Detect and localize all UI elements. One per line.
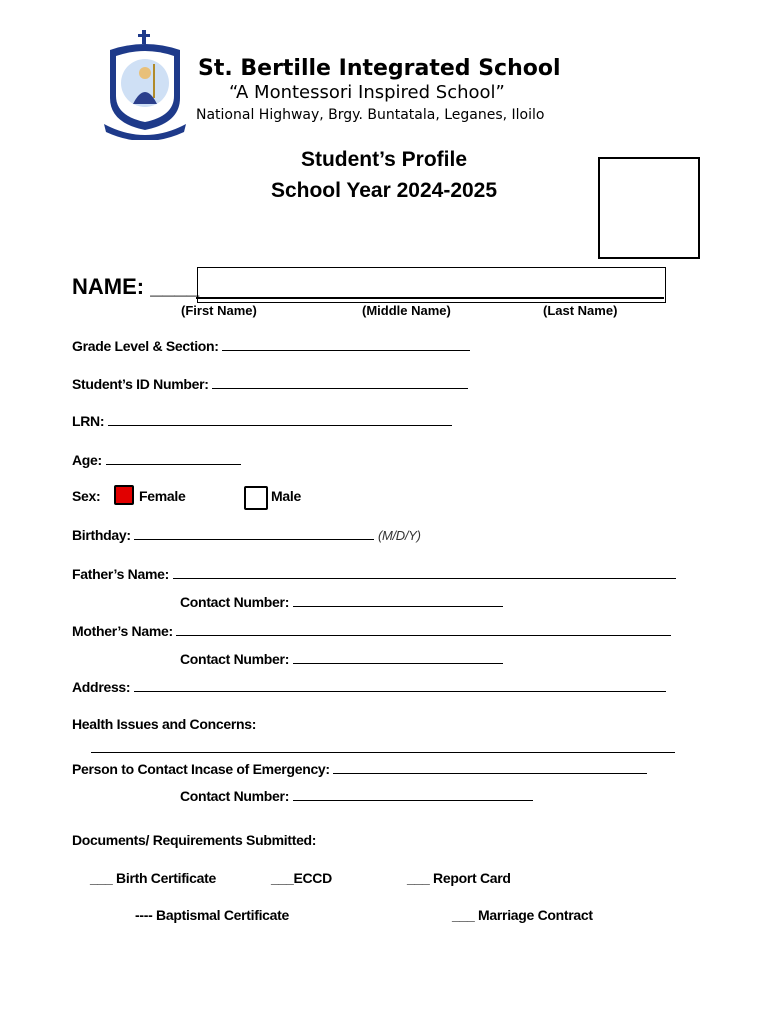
birthday-row <box>72 526 421 543</box>
grade-field[interactable] <box>222 337 470 351</box>
father-row <box>72 565 676 582</box>
name-field[interactable] <box>197 267 666 303</box>
mother-field[interactable] <box>176 622 671 636</box>
first-name-caption: (First Name) <box>181 303 257 318</box>
lrn-field[interactable] <box>108 412 452 426</box>
student-id-row <box>72 375 468 392</box>
lrn-label: LRN: <box>72 413 105 429</box>
emergency-contact-field[interactable] <box>293 787 533 801</box>
birthday-field[interactable] <box>134 526 374 540</box>
age-field[interactable] <box>106 451 241 465</box>
mother-contact-field[interactable] <box>293 650 503 664</box>
school-year: School Year 2024-2025 <box>270 179 498 202</box>
doc-marriage-contract[interactable]: ___ Marriage Contract <box>452 907 593 923</box>
school-name: St. Bertille Integrated School <box>198 56 561 81</box>
health-field[interactable] <box>91 739 675 753</box>
mother-contact-row <box>180 650 503 667</box>
doc-birth-certificate[interactable]: ___ Birth Certificate <box>90 870 216 886</box>
male-label: Male <box>271 488 301 504</box>
emergency-row <box>72 760 647 777</box>
male-checkbox[interactable] <box>244 486 268 510</box>
sex-label: Sex: <box>72 488 101 504</box>
lrn-row <box>72 412 452 429</box>
doc-eccd[interactable]: ___ECCD <box>271 870 332 886</box>
school-motto: “A Montessori Inspired School” <box>229 82 505 103</box>
name-label: NAME: ____ <box>72 274 200 299</box>
birthday-label: Birthday: <box>72 527 131 543</box>
doc-report-card[interactable]: ___ Report Card <box>407 870 511 886</box>
documents-heading: Documents/ Requirements Submitted: <box>72 832 317 848</box>
emergency-contact-row <box>180 787 533 804</box>
father-label: Father’s Name: <box>72 566 169 582</box>
father-contact-label: Contact Number: <box>180 594 290 610</box>
father-contact-field[interactable] <box>293 593 503 607</box>
school-logo <box>100 28 190 140</box>
age-row <box>72 451 241 468</box>
mother-contact-label: Contact Number: <box>180 651 290 667</box>
father-contact-row <box>180 593 503 610</box>
grade-row <box>72 337 470 354</box>
mother-row <box>72 622 671 639</box>
photo-box[interactable] <box>598 157 700 259</box>
doc-baptismal-certificate[interactable]: ---- Baptismal Certificate <box>135 907 290 923</box>
emergency-label: Person to Contact Incase of Emergency: <box>72 761 330 777</box>
address-label: Address: <box>72 679 131 695</box>
mother-label: Mother’s Name: <box>72 623 173 639</box>
emergency-field[interactable] <box>333 760 647 774</box>
address-row <box>72 678 666 695</box>
health-label: Health Issues and Concerns: <box>72 716 257 732</box>
student-id-label: Student’s ID Number: <box>72 376 209 392</box>
father-field[interactable] <box>173 565 676 579</box>
address-field[interactable] <box>134 678 666 692</box>
middle-name-caption: (Middle Name) <box>362 303 451 318</box>
form-title: Student’s Profile <box>300 148 468 171</box>
student-id-field[interactable] <box>212 375 468 389</box>
school-address: National Highway, Brgy. Buntatala, Leganes, Iloilo <box>196 107 545 123</box>
birthday-hint: (M/D/Y) <box>377 528 421 543</box>
last-name-caption: (Last Name) <box>543 303 618 318</box>
age-label: Age: <box>72 452 102 468</box>
grade-label: Grade Level & Section: <box>72 338 219 354</box>
female-label: Female <box>139 488 186 504</box>
emergency-contact-label: Contact Number: <box>180 788 290 804</box>
female-checkbox[interactable] <box>114 485 134 505</box>
